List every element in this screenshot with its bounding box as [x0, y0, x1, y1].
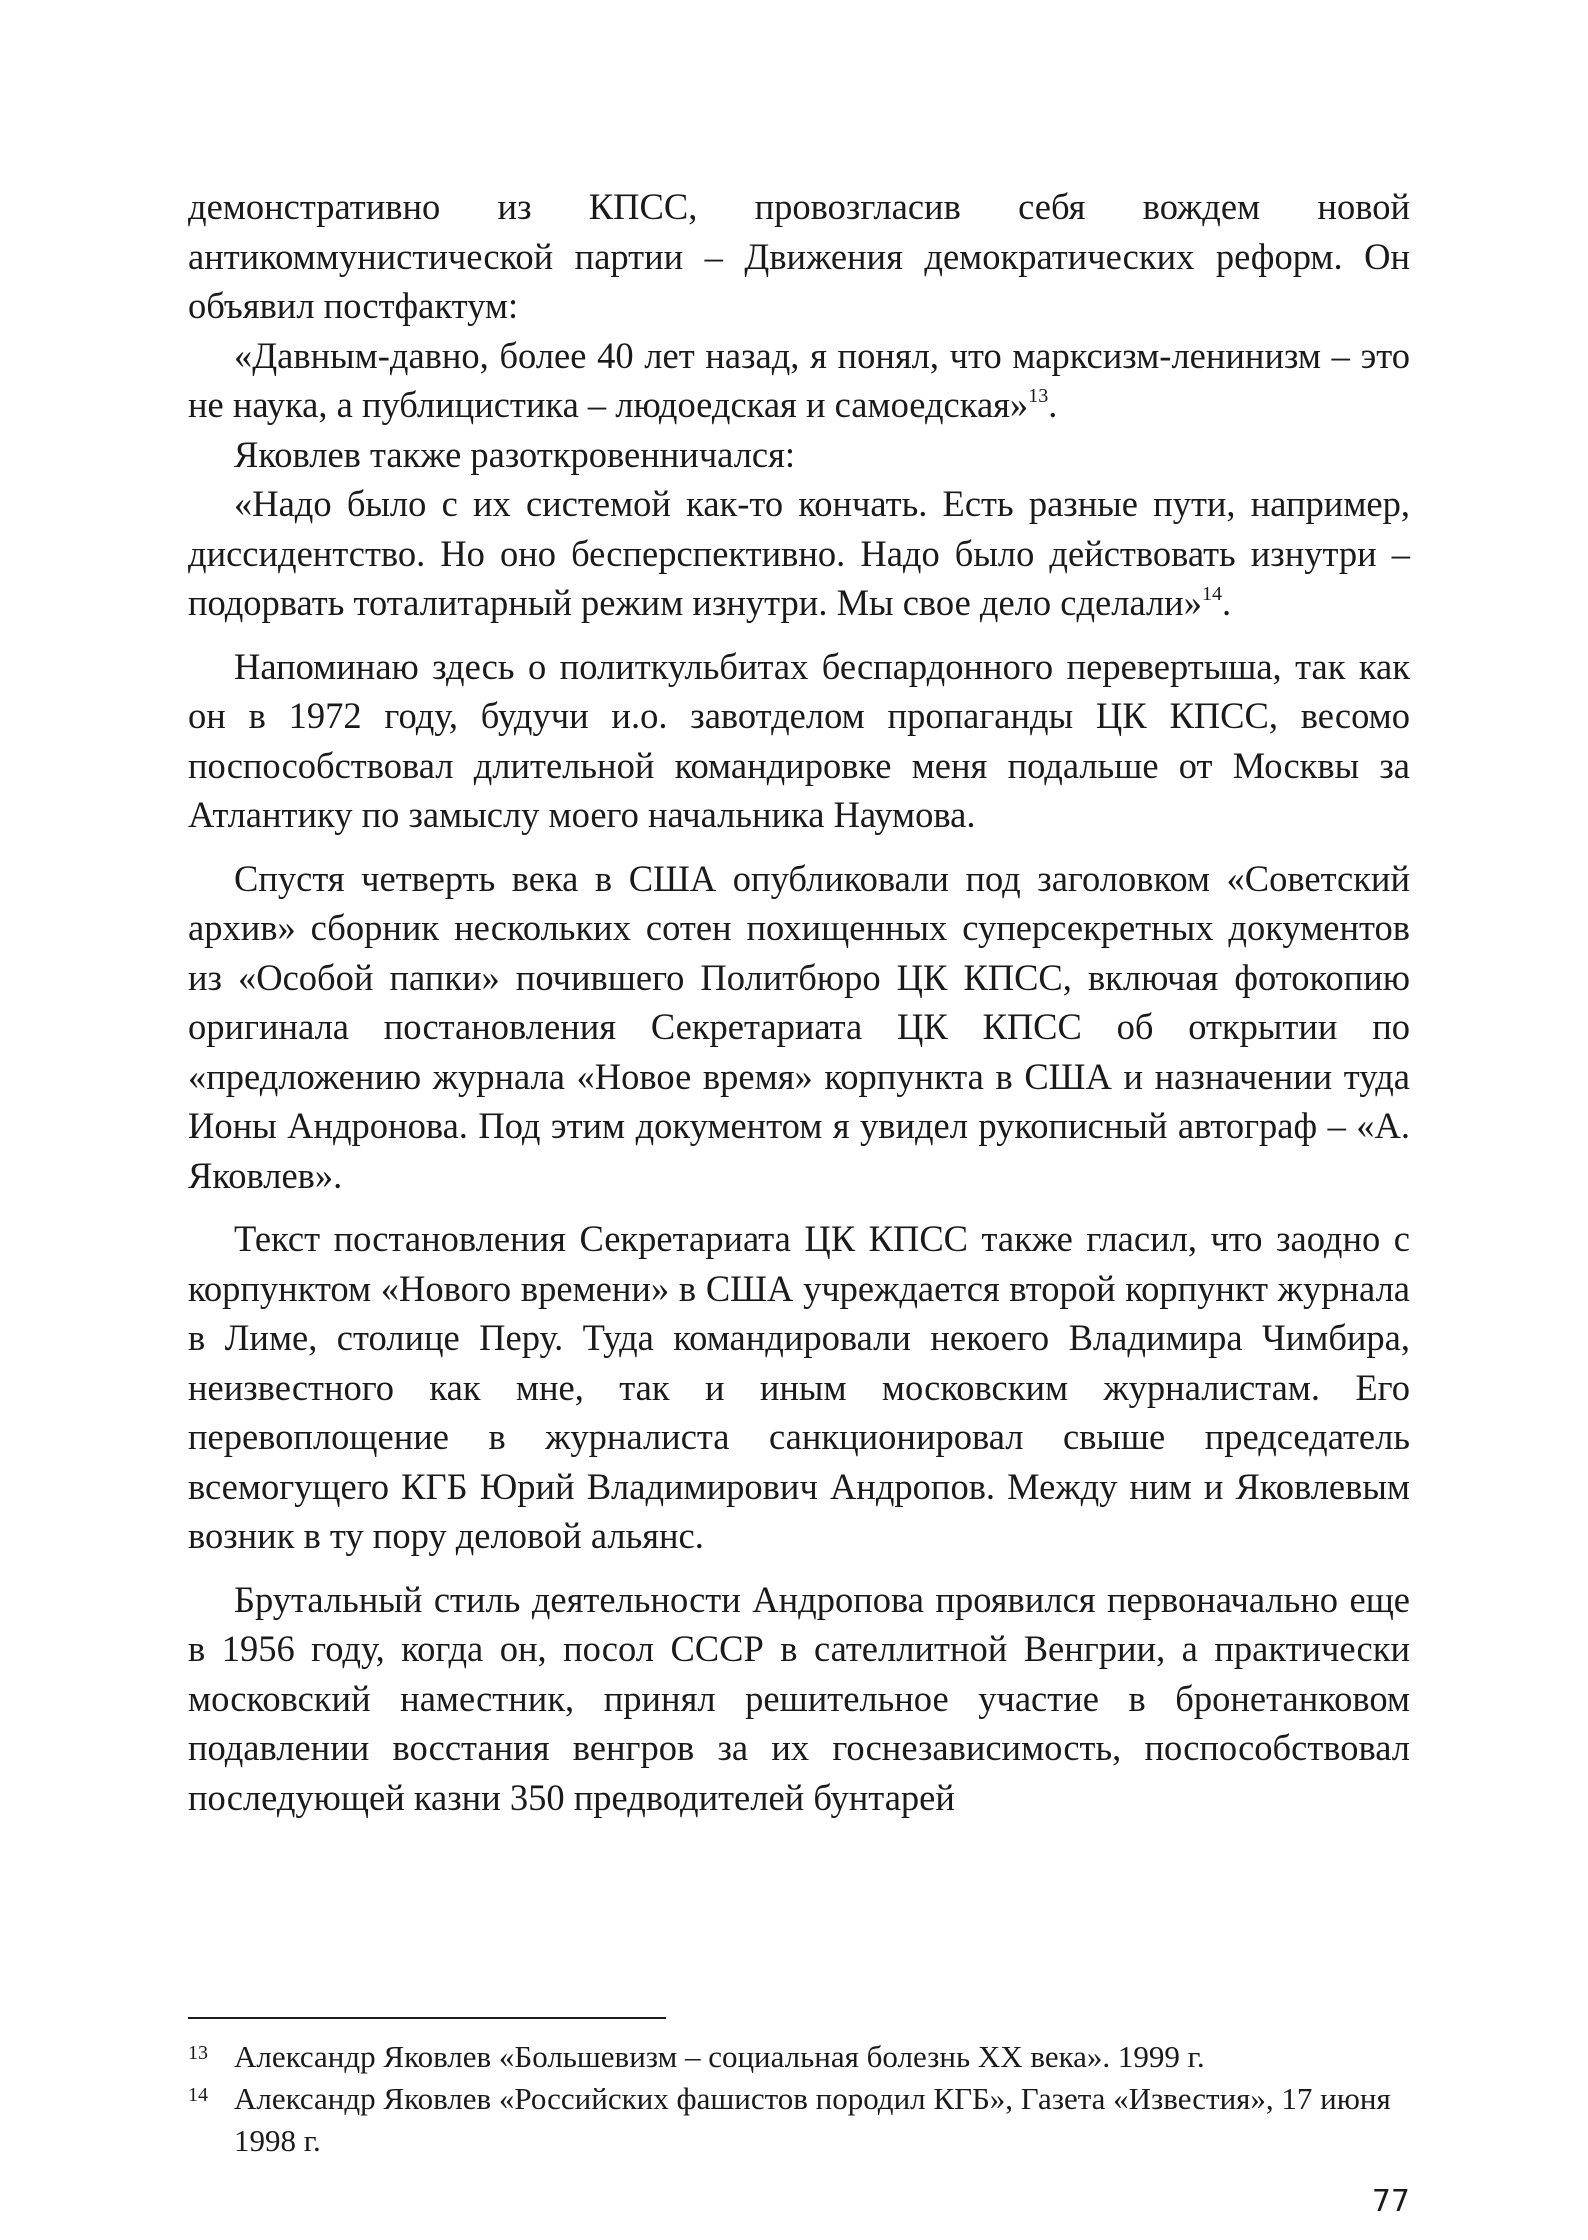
footnotes: [188, 2036, 1410, 2162]
paragraph-text: «Давным-давно, более 40 лет назад, я понял, что марксизм-ленинизм – это не наука, а публицистика – людоедская и самоедская»: [188, 334, 1410, 425]
paragraph-tail: .: [1048, 384, 1058, 425]
paragraph-tail: .: [1222, 582, 1232, 623]
footnote-reference[interactable]: 14: [1201, 582, 1223, 605]
footnote-number: 13: [188, 2042, 208, 2064]
paragraph-text: Спустя четверть века в США опубликовали под заголовком «Советский архив» сборник нескольких сотен похищенных суперсекретных документов из «Особой папки» почившего Политбюро ЦК КПСС, включая фотокопию оригинала постановления Секретариата ЦК КПСС об открытии по «предложению журнала «Новое время» корпункта в США и назначении туда Ионы Андронова. Под этим документом я увидел рукописный автограф – «А. Яковлев».: [188, 857, 1410, 1196]
footnote: [188, 2036, 1410, 2078]
body-text: [188, 182, 1410, 1822]
footnote-reference[interactable]: 13: [1028, 384, 1049, 407]
paragraph-text: Текст постановления Секретариата ЦК КПСС также гласил, что заодно с корпунктом «Нового времени» в США учреждается второй корпункт журнала в Лиме, столице Перу. Туда командировали некоего Владимира Чимбира, неизвестного как мне, так и иным московским журналистам. Его перевоплощение в журналиста санкционировал свыше председатель всемогущего КГБ Юрий Владимирович Андропов. Между ним и Яковлевым возник в ту пору деловой альянс.: [188, 1218, 1410, 1556]
page-number: 77: [1371, 2184, 1410, 2219]
footnote-number: 14: [188, 2084, 208, 2106]
paragraph: [188, 1214, 1410, 1561]
paragraph-text: Брутальный стиль деятельности Андропова проявился первоначально еще в 1956 году, когда он, посол СССР в сателлитной Венгрии, а практически московский наместник, принял решительное участие в бронетанковом подавлении восстания венгров за их госнезависимость, поспособствовал последующей казни 350 предводителей бунтарей: [188, 1578, 1410, 1818]
footnote-text: Александр Яковлев «Большевизм – социальная болезнь XX века». 1999 г.: [234, 2039, 1205, 2074]
paragraph: [188, 642, 1410, 840]
paragraph-text: «Надо было с их системой как-то кончать. Есть разные пути, например, диссидентство. Но оно бесперспективно. Надо было действовать изнутри – подорвать тоталитарный режим изнутри. Мы свое дело сделали»: [188, 483, 1410, 623]
paragraph: [188, 182, 1410, 331]
paragraph: [188, 430, 1410, 480]
paragraph-text: Яковлев также разоткровенничался:: [234, 433, 796, 475]
paragraph-text: демонстративно из КПСС, провозгласив себя вождем новой антикоммунистической партии – Движения демократических реформ. Он объявил постфактум:: [188, 186, 1410, 326]
footnote-text: Александр Яковлев «Российских фашистов породил КГБ», Газета «Известия», 17 июня 1998 г.: [234, 2081, 1391, 2158]
footnote: [188, 2078, 1410, 2162]
quote-paragraph: [188, 479, 1410, 628]
paragraph-text: Напоминаю здесь о политкульбитах беспардонного перевертыша, так как он в 1972 году, будучи и.о. завотделом пропаганды ЦК КПСС, весомо поспособствовал длительной командировке меня подальше от Москвы за Атлантику по замыслу моего начальника Наумова.: [188, 645, 1410, 835]
footnote-divider: [188, 2017, 666, 2019]
quote-paragraph: [188, 331, 1410, 430]
paragraph: [188, 854, 1410, 1201]
paragraph: [188, 1575, 1410, 1823]
